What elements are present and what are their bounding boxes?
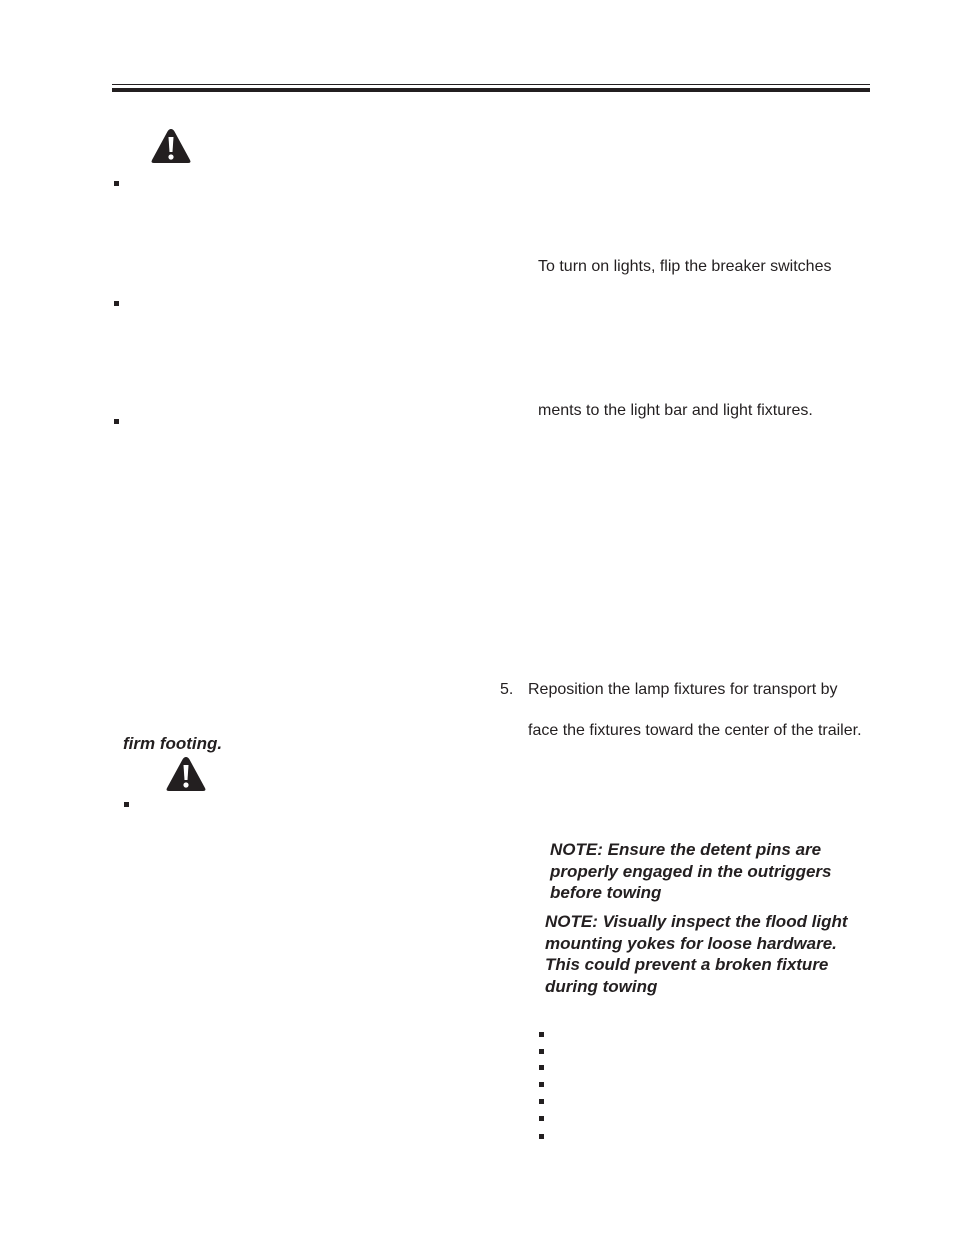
- note-line: This could prevent a broken fixture: [545, 955, 829, 974]
- warning-triangle-icon: [150, 127, 192, 165]
- breaker-instruction: To turn on lights, flip the breaker switches: [538, 258, 832, 275]
- step-5-line-2: face the fixtures toward the center of the trailer.: [528, 722, 862, 739]
- square-bullet-icon: [114, 419, 119, 424]
- square-bullet-icon: [114, 181, 119, 186]
- note-line: mounting yokes for loose hardware.: [545, 933, 837, 953]
- note-line: before towing: [550, 883, 662, 902]
- connections-line: ments to the light bar and light fixtures.: [538, 402, 813, 419]
- square-bullet-icon: [539, 1116, 544, 1121]
- square-bullet-icon: [539, 1049, 544, 1054]
- square-bullet-icon: [114, 301, 119, 306]
- header-rule-thick: [112, 88, 870, 92]
- note-detent-pins: [550, 839, 831, 904]
- note-line: properly engaged in the outriggers: [550, 861, 832, 881]
- note-line: NOTE: Visually inspect the flood light: [545, 912, 848, 931]
- warning-triangle-icon: [165, 755, 207, 793]
- step-5-line-1: Reposition the lamp fixtures for transport by: [528, 681, 838, 698]
- firm-footing-text: firm footing.: [123, 734, 223, 753]
- step-5-number: 5.: [500, 681, 514, 698]
- square-bullet-icon: [539, 1082, 544, 1087]
- square-bullet-icon: [539, 1099, 544, 1104]
- square-bullet-icon: [124, 802, 129, 807]
- square-bullet-icon: [539, 1134, 544, 1139]
- note-mounting-yokes: [545, 911, 848, 997]
- note-line: during towing: [545, 976, 658, 996]
- header-rule-thin: [112, 84, 870, 85]
- square-bullet-icon: [539, 1065, 544, 1070]
- square-bullet-icon: [539, 1032, 544, 1037]
- note-line: NOTE: Ensure the detent pins are: [550, 840, 822, 859]
